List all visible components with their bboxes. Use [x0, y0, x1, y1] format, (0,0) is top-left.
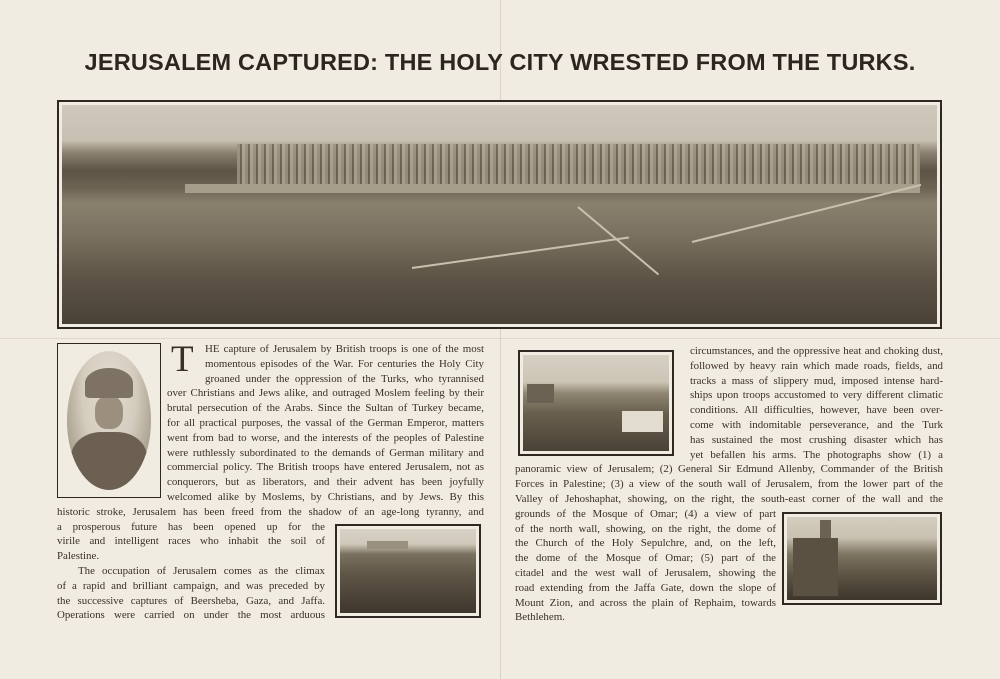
photo-citadel-west-wall — [782, 512, 942, 605]
road — [578, 206, 660, 275]
drop-cap: T — [171, 339, 194, 380]
article-line: Valley of Jehoshaphat, showing, on the right, the south-east corner of the wall and the — [515, 493, 943, 505]
article-line: brutal persecution of the Arabs. Since the Sultan of Turkey became, — [167, 402, 484, 415]
portrait-tunic — [71, 432, 147, 490]
article-line: tracks a mass of slippery mud, imposed intense hard- — [690, 374, 943, 387]
city-wall — [185, 184, 920, 193]
article-line: grounds of the Mosque of Omar; (4) a view of part — [515, 507, 776, 520]
article-line: citadel and the west wall of Jerusalem, showing the — [515, 567, 776, 579]
article-line: has sustained the most crushing disaster which has — [690, 433, 943, 446]
article-line: historic stroke, Jerusalem has been freed from the shadow of an age-long tyranny, and — [57, 505, 484, 518]
portrait-oval — [67, 351, 151, 489]
article-line: commercial policy. The British troops have entered Jerusalem, not as — [167, 461, 484, 474]
article-line: a prosperous future has been opened up for the — [57, 520, 325, 533]
photo-building — [367, 541, 408, 549]
article-line: Mount Zion, and across the plain of Rephaim, towards — [515, 596, 776, 609]
article-line: followed by heavy rain which made roads, fields, and — [690, 359, 943, 372]
portrait-face — [95, 396, 124, 429]
article-line: of a rapid and brilliant campaign, and was preceded by — [57, 579, 325, 592]
article-line: Palestine. — [57, 550, 100, 563]
paper-fold-horizontal — [0, 338, 1000, 339]
article-line: circumstances, and the oppressive heat and choking dust, — [690, 345, 943, 357]
headline-container — [0, 47, 1000, 77]
article-line: the dome of the Mosque of Omar; (5) part of the — [515, 552, 776, 565]
article-line: Operations were carried on under the most arduous — [57, 609, 325, 622]
article-line: HE capture of Jerusalem by British troops is one of the most — [205, 343, 484, 355]
photo-citadel — [793, 538, 838, 596]
article-line: Bethlehem. — [515, 611, 565, 624]
article-line: over Christians and Jews alike, and outraged Moslem feeling by their — [167, 387, 484, 400]
article-line: the successive captures of Beersheba, Gaza, and Jaffa. — [57, 594, 325, 607]
portrait-helmet — [85, 368, 132, 398]
road — [412, 237, 629, 269]
panorama-image — [62, 105, 937, 324]
photo-building — [622, 411, 663, 432]
panorama-photo-jerusalem — [57, 100, 942, 329]
article-line: ships upon troops accustomed to very different climatic — [690, 389, 943, 402]
article-line: went from bad to worse, and the interests of the peoples of Palestine — [167, 431, 484, 444]
article-line: momentous episodes of the War. For centuries the Holy City — [205, 357, 484, 370]
city-skyline — [237, 144, 920, 183]
headline: JERUSALEM CAPTURED: THE HOLY CITY WRESTED FROM THE TURKS. — [84, 49, 916, 75]
article-line: conditions. All difficulties, however, have been over- — [690, 404, 943, 417]
article-line: welcomed alike by Moslems, by Christians, and by Jews. By this — [167, 491, 484, 503]
article-line: for all practical purposes, the vassal of the German Emperor, matters — [167, 417, 484, 429]
article-line: were ruthlessly subordinated to the demands of German military and — [167, 446, 484, 459]
article-line: conquerors, but as liberators, and their advent has been joyfully — [167, 476, 484, 489]
article-line: panoramic view of Jerusalem; (2) General Sir Edmund Allenby, Commander of the British — [515, 463, 943, 476]
photo-south-wall — [335, 524, 481, 618]
article-line: The occupation of Jerusalem comes as the climax — [78, 565, 325, 577]
photo-north-wall — [518, 350, 674, 456]
article-line: of the north wall, showing, on the right, the dome of — [515, 522, 776, 535]
article-line: come with indomitable perseverance, and the Turk — [690, 419, 943, 431]
article-line: road extending from the Jaffa Gate, down the slope of — [515, 581, 776, 594]
article-line: Forces in Palestine; (3) a view of the south wall of Jerusalem, from the lower part of the — [515, 478, 943, 491]
article-line: yet befallen his arms. The photographs show (1) a — [690, 448, 943, 461]
article-line: virile and intelligent races who inhabit the soil of — [57, 535, 325, 548]
portrait-general-allenby — [57, 343, 161, 498]
article-line: the Church of the Holy Sepulchre, and, on the left, — [515, 537, 776, 550]
article-line: groaned under the oppression of the Turks, who tyrannised — [205, 372, 484, 385]
photo-tower — [527, 384, 553, 403]
